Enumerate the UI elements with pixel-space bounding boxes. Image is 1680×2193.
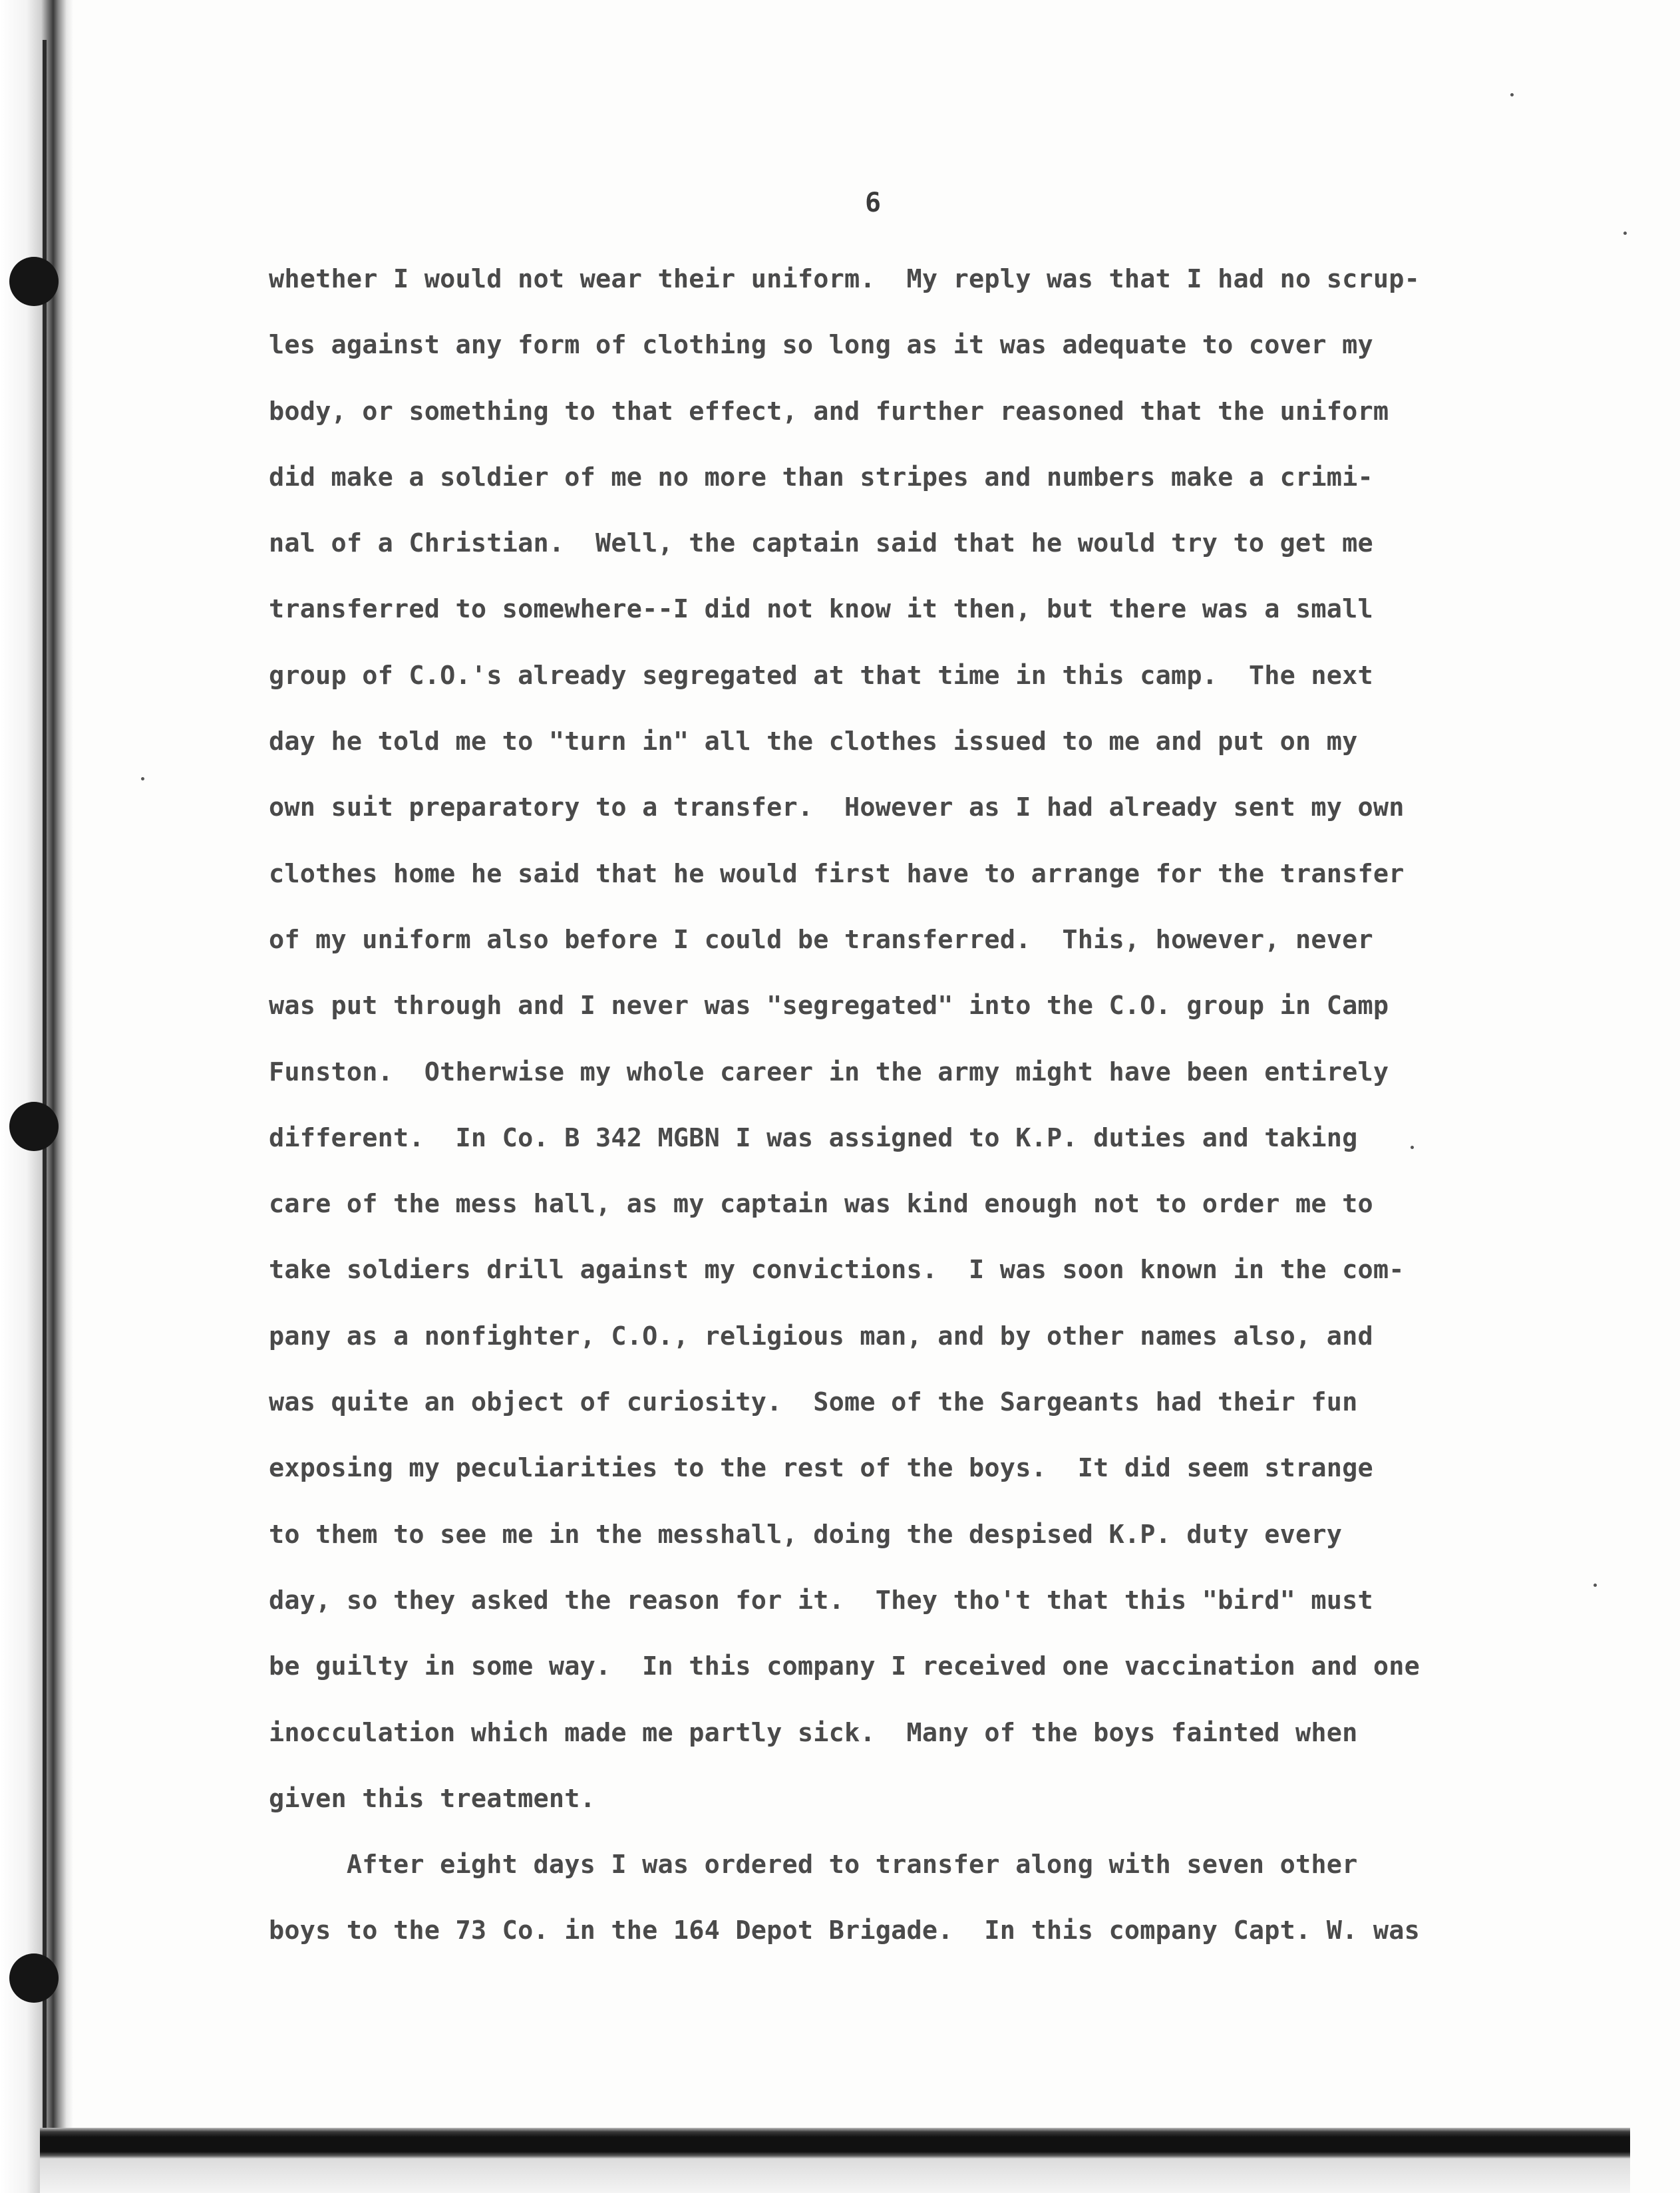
text-line: day, so they asked the reason for it. They tho't that this "bird" must bbox=[269, 1585, 1373, 1615]
text-line: body, or something to that effect, and further reasoned that the uniform bbox=[269, 396, 1389, 426]
text-line: pany as a nonfighter, C.O., religious man, and by other names also, and bbox=[269, 1321, 1373, 1351]
scanner-bottom-band bbox=[40, 2128, 1630, 2158]
page-number: 6 bbox=[865, 188, 882, 218]
scanner-bottom-fade bbox=[40, 2158, 1630, 2193]
punch-hole-middle bbox=[9, 1102, 59, 1151]
text-line: whether I would not wear their uniform. My reply was that I had no scrup- bbox=[269, 264, 1421, 294]
scan-speck bbox=[1411, 1146, 1414, 1149]
scan-speck bbox=[141, 777, 144, 780]
text-line: inocculation which made me partly sick. Many of the boys fainted when bbox=[269, 1717, 1358, 1748]
text-line: group of C.O.'s already segregated at that time in this camp. The next bbox=[269, 660, 1373, 691]
scan-speck bbox=[1623, 232, 1627, 235]
text-line: be guilty in some way. In this company I received one vaccination and one bbox=[269, 1651, 1421, 1682]
scan-speck bbox=[1594, 1584, 1597, 1587]
text-line: exposing my peculiarities to the rest of the boys. It did seem strange bbox=[269, 1453, 1373, 1484]
text-line: take soldiers drill against my convictions. I was soon known in the com- bbox=[269, 1255, 1405, 1285]
text-line: day he told me to "turn in" all the clothes issued to me and put on my bbox=[269, 727, 1358, 757]
text-line: care of the mess hall, as my captain was kind enough not to order me to bbox=[269, 1189, 1373, 1220]
text-line: was quite an object of curiosity. Some of the Sargeants had their fun bbox=[269, 1387, 1358, 1418]
punch-hole-bottom bbox=[9, 1953, 59, 2003]
punch-hole-top bbox=[9, 257, 59, 306]
binding-edge-line bbox=[43, 40, 47, 2136]
text-line: After eight days I was ordered to transfer along with seven other bbox=[269, 1850, 1358, 1880]
text-line: own suit preparatory to a transfer. However as I had already sent my own bbox=[269, 792, 1405, 823]
text-line: boys to the 73 Co. in the 164 Depot Brigade. In this company Capt. W. was bbox=[269, 1916, 1421, 1946]
text-line: nal of a Christian. Well, the captain said that he would try to get me bbox=[269, 528, 1373, 559]
text-line: different. In Co. B 342 MGBN I was assigned to K.P. duties and taking bbox=[269, 1122, 1358, 1153]
text-line: les against any form of clothing so long as it was adequate to cover my bbox=[269, 330, 1373, 361]
text-line: given this treatment. bbox=[269, 1783, 595, 1814]
text-line: transferred to somewhere--I did not know it then, but there was a small bbox=[269, 594, 1373, 625]
text-line: to them to see me in the messhall, doing the despised K.P. duty every bbox=[269, 1519, 1343, 1550]
text-line: clothes home he said that he would first have to arrange for the transfer bbox=[269, 858, 1405, 889]
scan-speck bbox=[1510, 93, 1514, 96]
binding-shadow bbox=[0, 0, 73, 2193]
typewritten-body bbox=[269, 246, 1520, 1964]
text-line: did make a soldier of me no more than stripes and numbers make a crimi- bbox=[269, 462, 1373, 492]
text-line: of my uniform also before I could be transferred. This, however, never bbox=[269, 924, 1373, 955]
text-line: Funston. Otherwise my whole career in the army might have been entirely bbox=[269, 1057, 1389, 1087]
text-line: was put through and I never was "segregated" into the C.O. group in Camp bbox=[269, 991, 1389, 1021]
